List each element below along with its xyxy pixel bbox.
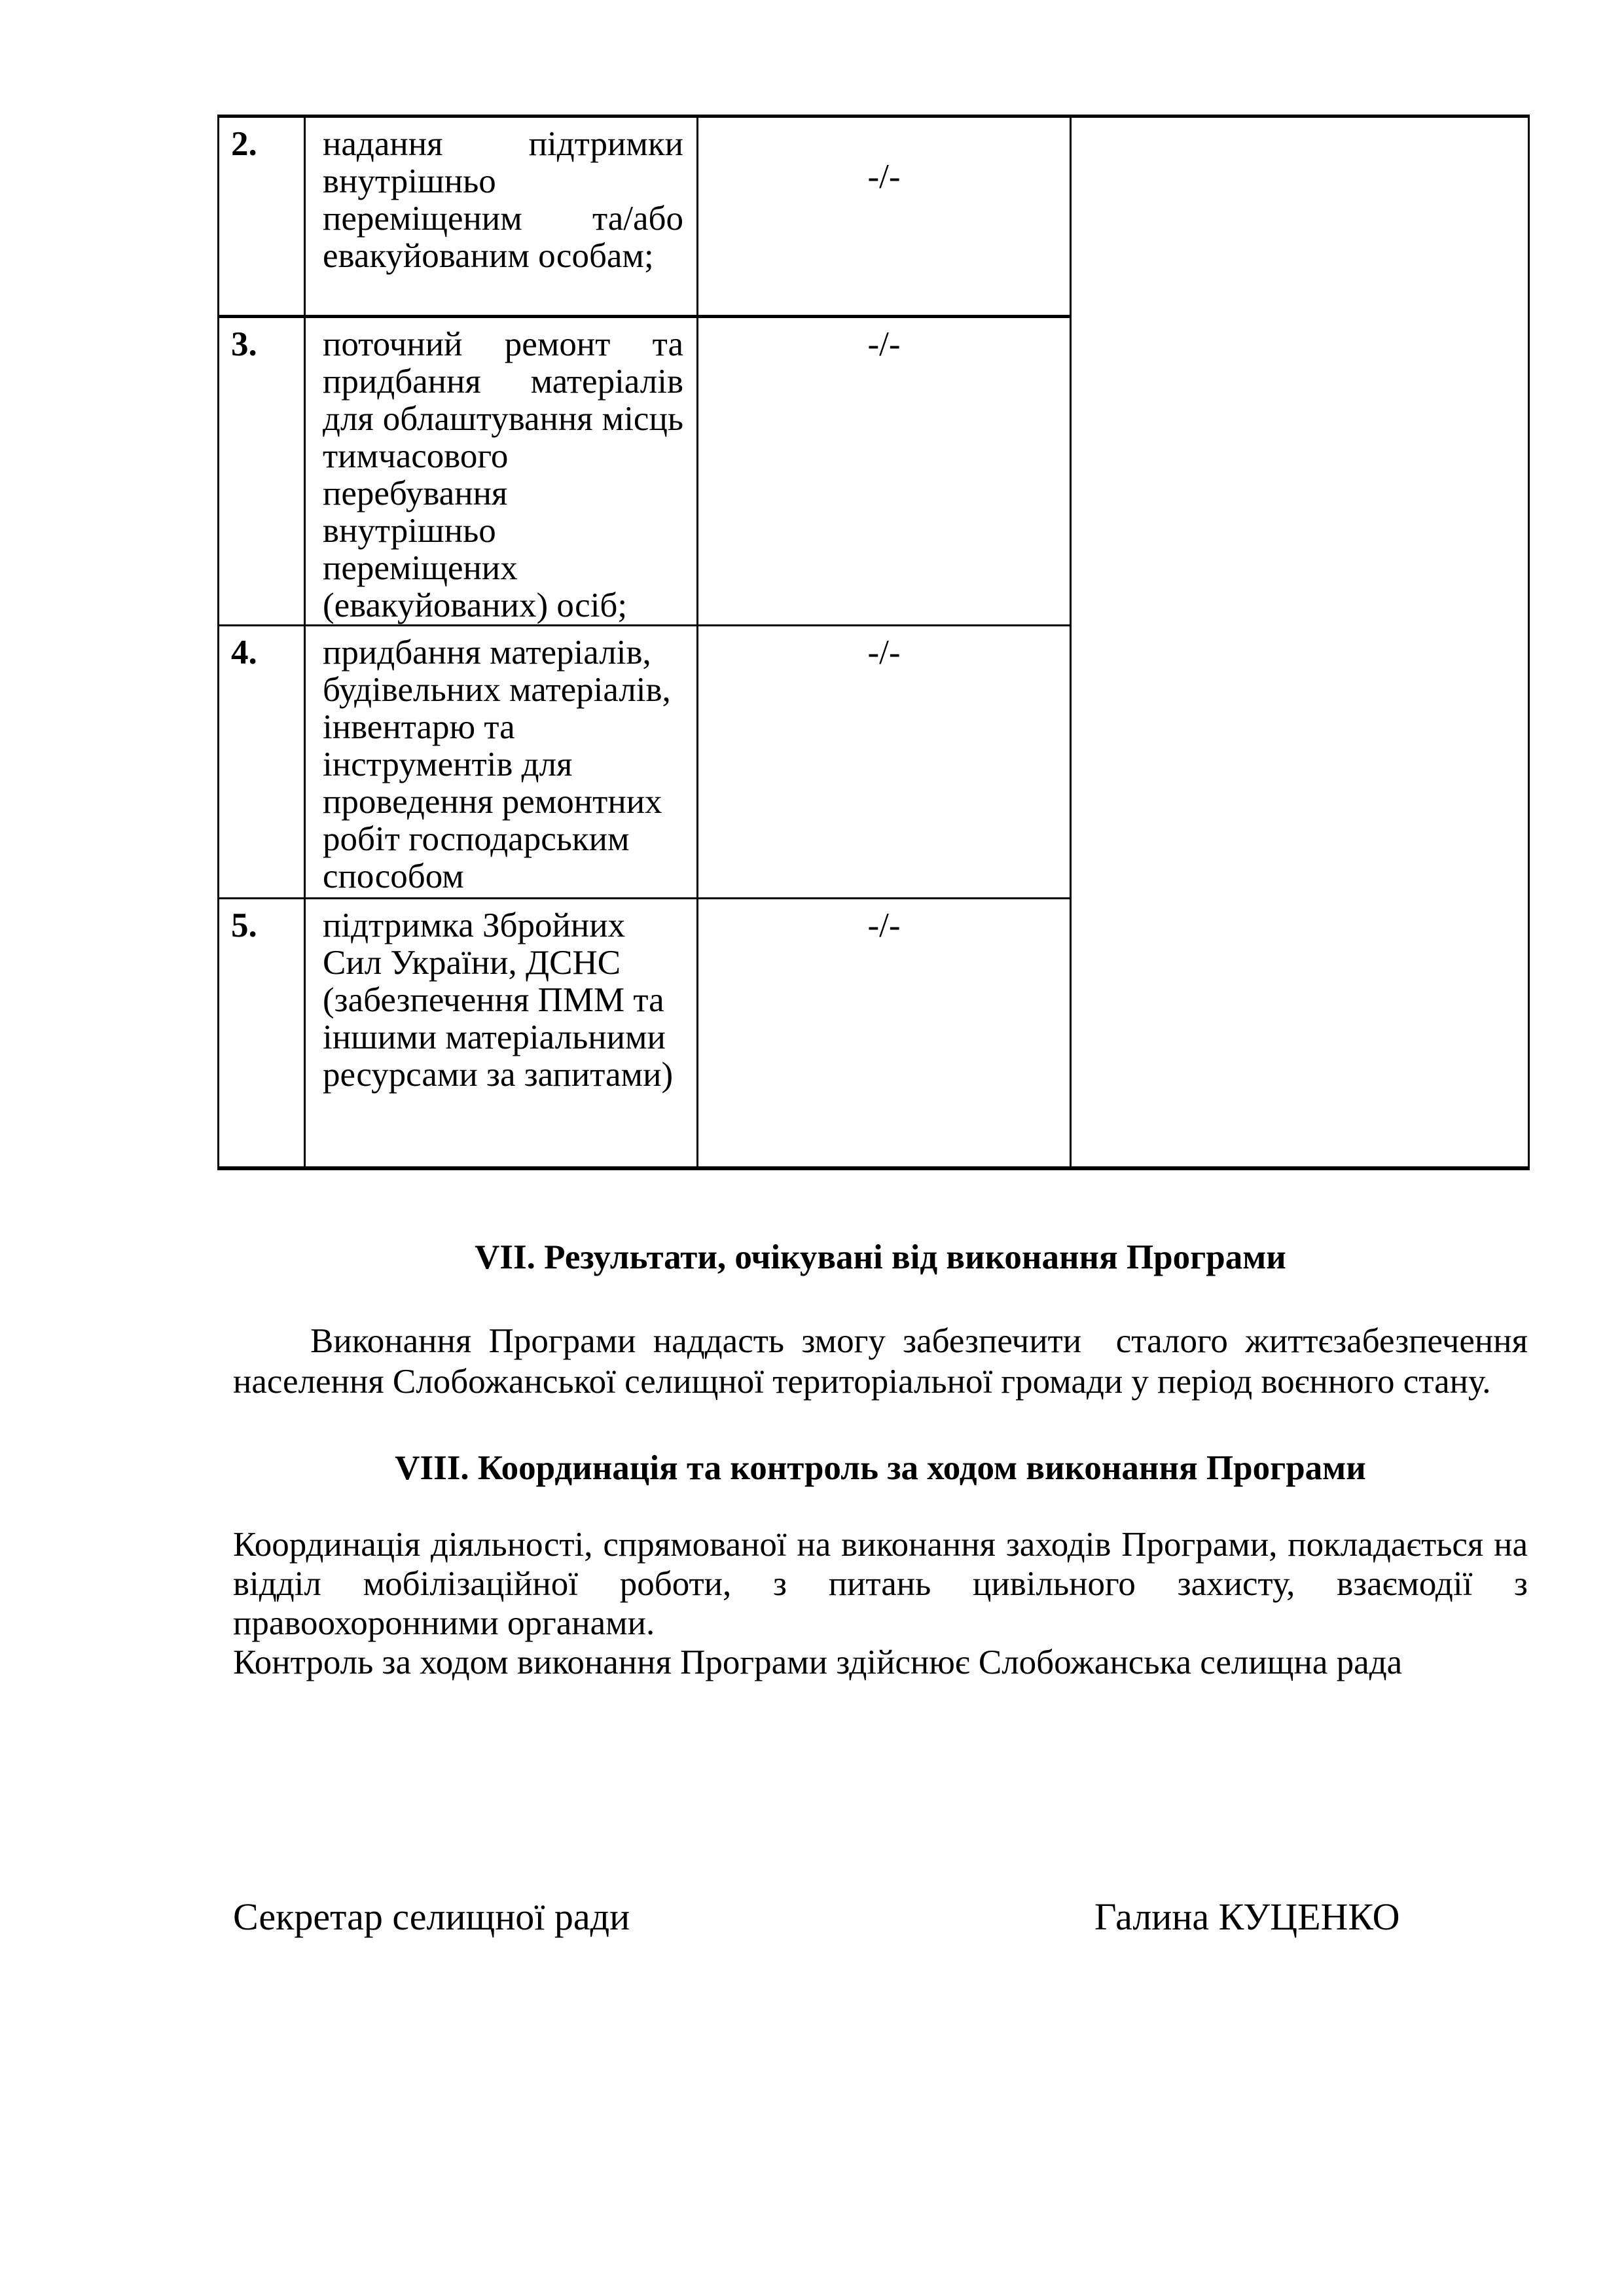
row-number-cell: 2.	[219, 117, 305, 317]
section-viii-paragraph: Координація діяльності, спрямованої на виконання заходів Програми, покладається на відділ мобілізаційної роботи, з питань цивільного захисту, взаємодії з правоохоронними органами.	[233, 1526, 1537, 1642]
measure-description-cell: підтримка Збройних Сил України, ДСНС (забезпечення ПММ та іншими матеріальними ресурсами за запитами)	[305, 899, 698, 1168]
signature-name: Галина КУЦЕНКО	[1094, 1895, 1400, 1938]
notes-merged-cell	[1071, 117, 1529, 1168]
funding-amount-cell: -/-	[698, 117, 1071, 317]
program-measures-table	[217, 115, 1530, 1170]
measure-description-cell: придбання матеріалів, будівельних матеріалів, інвентарю та інструментів для проведення ремонтних робіт господарським способом	[305, 626, 698, 899]
funding-amount-cell: -/-	[698, 317, 1071, 626]
signature-title: Секретар селищної ради	[233, 1895, 630, 1938]
table-row	[219, 117, 1529, 317]
funding-amount-cell: -/-	[698, 626, 1071, 899]
measure-description-cell: надання підтримки внутрішньо переміщеним та/або евакуйованим особам;	[305, 117, 698, 317]
row-number-cell: 4.	[219, 626, 305, 899]
section-vii-paragraph: Виконання Програми наддасть змогу забезпечити сталого життєзабезпечення населення Слобожанської селищної територіальної громади у період воєнного стану.	[233, 1322, 1537, 1401]
measure-description-cell: поточний ремонт та придбання матеріалів для облаштування місць тимчасового перебування внутрішньо переміщених (евакуйованих) осіб;	[305, 317, 698, 626]
signature-row	[0, 1897, 1624, 1943]
control-paragraph: Контроль за ходом виконання Програми здійснює Слобожанська селищна рада	[233, 1643, 1403, 1681]
section-viii-heading: VIII. Координація та контроль за ходом виконання Програми	[395, 1449, 1366, 1487]
row-number-cell: 3.	[219, 317, 305, 626]
section-vii-heading: VII. Результати, очікувані від виконання Програми	[475, 1238, 1286, 1276]
row-number-cell: 5.	[231, 906, 257, 944]
funding-amount-cell: -/-	[698, 899, 1071, 1168]
section-viii-body	[233, 1525, 1537, 1682]
